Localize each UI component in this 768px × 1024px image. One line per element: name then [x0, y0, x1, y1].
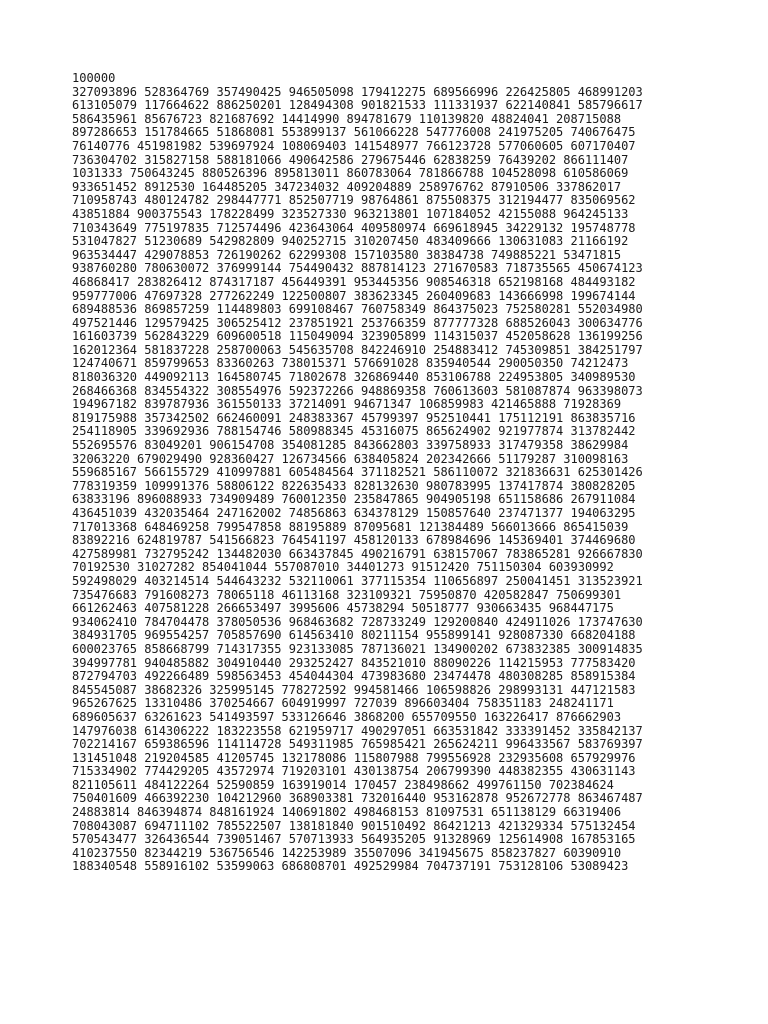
- number-line: 965267625 13310486 370254667 604919997 727039 896603404 758351183 248241171: [72, 696, 614, 711]
- number-line: 586435961 85676723 821687692 14414990 894781679 110139820 48824041 208715088: [72, 111, 622, 126]
- number-line: 76140776 451981982 539697924 108069403 141548977 766123728 577060605 607170407: [72, 138, 636, 153]
- number-line: 83892216 624819787 541566823 764541197 458120133 678984696 145369401 374469680: [72, 533, 636, 548]
- number-line: 872794703 492266489 598563453 454044304 473983680 23474478 480308285 858915384: [72, 669, 636, 684]
- number-line: 384931705 969554257 705857690 614563410 80211154 955899141 928087330 668204188: [72, 628, 636, 643]
- number-line: 24883814 846394874 848161924 140691802 498468153 81097531 651138129 66319406: [72, 805, 622, 820]
- number-line: 559685167 566155729 410997881 605484564 371182521 586110072 321836631 625301426: [72, 465, 643, 480]
- number-line: 689488536 869857259 114489803 699108467 760758349 864375023 752580281 552034980: [72, 302, 643, 317]
- number-line: 63833196 896088933 734909489 760012350 235847865 904905198 651158686 267911084: [72, 492, 636, 507]
- number-line: 661262463 407581228 266653497 3995606 45738294 50518777 930663435 968447175: [72, 601, 614, 616]
- number-line: 592498029 403214514 544643232 532110061 377115354 110656897 250041451 313523921: [72, 573, 643, 588]
- number-line: 600023765 858668799 714317355 923133085 787136021 134900202 673832385 300914835: [72, 641, 643, 656]
- number-line: 327093896 528364769 357490425 946505098 179412275 689566996 226425805 468991203: [72, 84, 643, 99]
- number-line: 188340548 558916102 53599063 686808701 492529984 704737191 753128106 53089423: [72, 859, 629, 874]
- number-line: 710343649 775197835 712574496 423643064 409580974 669618945 34229132 195748778: [72, 220, 636, 235]
- number-line: 938760280 780630072 376999144 754490432 887814123 271670583 718735565 450674123: [72, 261, 643, 276]
- number-listing: [72, 72, 752, 874]
- count-line: 100000: [72, 71, 116, 85]
- number-line: 497521446 129579425 306525412 237851921 253766359 877777328 688526043 300634776: [72, 315, 643, 330]
- number-line: 436451039 432035464 247162002 74856863 634378129 150857640 237471377 194063295: [72, 506, 636, 520]
- number-line: 778319359 109991376 58806122 822635433 828132630 980783995 137417874 380828205: [72, 478, 636, 493]
- number-line: 613105079 117664622 886250201 128494308 901821533 111331937 622140841 585796617: [72, 98, 643, 113]
- number-line: 147976038 614306222 183223558 621959717 490297051 663531842 333391452 335842137: [72, 723, 643, 738]
- number-line: 959777006 47697328 277262249 122500807 383623345 260409683 143666998 199674144: [72, 288, 636, 303]
- number-line: 819175988 357342502 662460091 248383367 45799397 952510441 175112191 863835716: [72, 410, 636, 425]
- number-line: 845545087 38682326 325995145 778272592 994581466 106598826 298993131 447121583: [72, 682, 636, 697]
- number-line: 708043087 694711102 785522507 138181840 901510492 86421213 421329334 575132454: [72, 818, 636, 833]
- number-line: 410237550 82344219 536756546 142253989 35507096 341945675 858237827 60390910: [72, 845, 622, 860]
- number-line: 268466368 834554322 308554976 592372266 948869358 760613603 581087874 963398073: [72, 383, 643, 398]
- number-line: 254118905 339692936 788154746 580988345 45316075 865624902 921977874 313782442: [72, 424, 636, 439]
- number-line: 394997781 940485882 304910440 293252427 843521010 88090226 114215953 777583420: [72, 655, 636, 670]
- number-line: 43851884 900375543 178228499 323527330 963213801 107184052 42155088 964245133: [72, 206, 629, 221]
- number-line: 821105611 484122264 52590859 163919014 170457 238498662 499761150 702384624: [72, 777, 614, 792]
- number-line: 531047827 51230689 542982809 940252715 310207450 483409666 130631083 21166192: [72, 234, 629, 249]
- number-line: 897286653 151784665 51868081 553899137 561066228 547776008 241975205 740676475: [72, 125, 636, 140]
- number-line: 162012364 581837228 258700063 545635708 842246910 254883412 745309851 384251797: [72, 342, 643, 357]
- number-line: 736304702 315827158 588181066 490642586 279675446 62838259 76439202 866111407: [72, 152, 629, 167]
- number-line: 124740671 859799653 83360263 738015371 576691028 835940544 290050350 74212473: [72, 356, 629, 371]
- number-line: 735476683 791608273 78065118 46113168 323109321 75950870 420582847 750699301: [72, 587, 622, 602]
- number-line: 710958743 480124782 298447771 852507719 98764861 875508375 312194477 835069562: [72, 193, 636, 208]
- number-line: 194967182 839787936 361550133 37214091 94671347 106859983 421465888 71928369: [72, 397, 622, 412]
- number-line: 32063220 679029490 928360427 126734566 638405824 202342666 51179287 310098163: [72, 451, 629, 466]
- number-line: 427589981 732795242 134482030 663437845 490216791 638157067 783865281 926667830: [72, 546, 643, 561]
- number-line: 933651452 8912530 164485205 347234032 409204889 258976762 87910506 337862017: [72, 179, 622, 194]
- number-line: 715334902 774429205 43572974 719203101 430138754 206799390 448382355 430631143: [72, 764, 636, 779]
- number-line: 46868417 283826412 874317187 456449391 953445356 908546318 652198168 484493182: [72, 274, 636, 289]
- number-line: 702214167 659386596 114114728 549311985 765985421 265624211 996433567 583769397: [72, 737, 643, 752]
- number-line: 963534447 429078853 726190262 62299308 157103580 38384738 749885221 53471815: [72, 247, 622, 262]
- number-line: 552695576 83049201 906154708 354081285 843662803 339758933 317479358 38629984: [72, 438, 629, 453]
- number-line: 70192530 31027282 854041044 557087010 34401273 91512420 751150304 603930992: [72, 560, 614, 575]
- number-line: 131451048 219204585 41205745 132178086 115807988 799556928 232935608 657929976: [72, 750, 636, 765]
- number-line: 750401609 466392230 104212960 368903381 732016440 953162878 952672778 863467487: [72, 791, 643, 806]
- number-line: 717013368 648469258 799547858 88195889 87095681 121384489 566013666 865415039: [72, 519, 629, 534]
- number-line: 161603739 562843229 609600518 115049094 323905899 114315037 452058628 136199256: [72, 329, 643, 344]
- number-line: 570543477 326436544 739051467 570713933 564935205 91328969 125614908 167853165: [72, 832, 636, 847]
- number-line: 934062410 784704478 378050536 968463682 728733249 129200840 424911026 173747630: [72, 614, 643, 629]
- number-line: 1031333 750643245 880526396 895813011 860783064 781866788 104528098 610586069: [72, 166, 629, 181]
- number-line: 818036320 449092113 164580745 71802678 326869440 853106788 224953805 340989530: [72, 370, 636, 385]
- number-line: 689605637 63261623 541493597 533126646 3868200 655709550 163226417 876662903: [72, 709, 622, 724]
